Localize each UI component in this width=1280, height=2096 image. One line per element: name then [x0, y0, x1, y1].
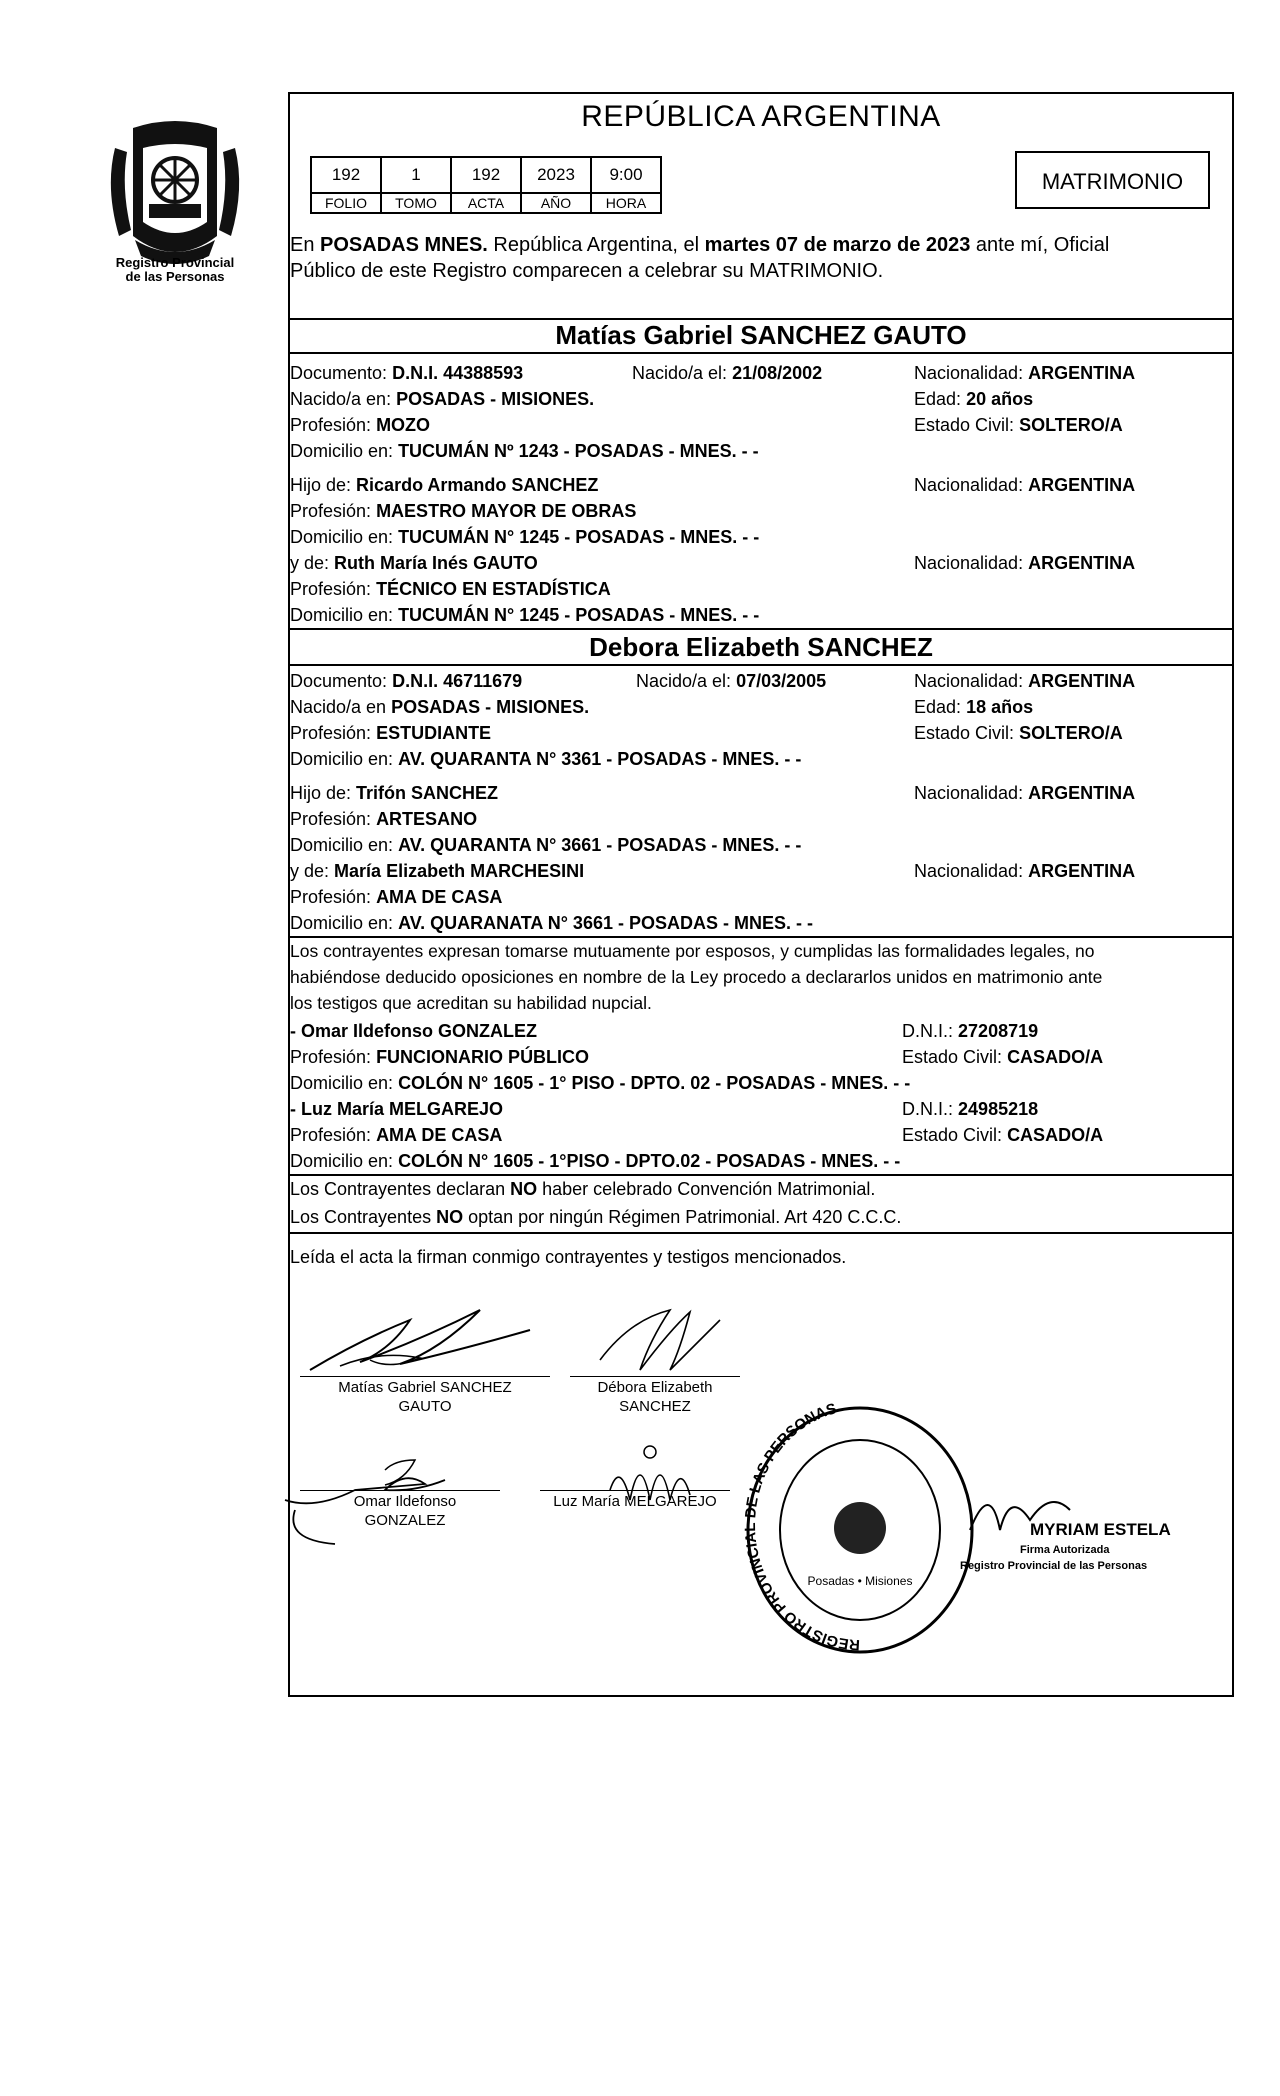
spouse2-signature	[580, 1300, 760, 1380]
stamp-ring-text: REGISTRO PROVINCIAL DE LAS PERSONAS	[741, 1400, 861, 1654]
declaration-line2: habiéndose deducido oposiciones en nombre de la Ley procedo a declararlos unidos en matrimonio ante	[290, 967, 1103, 987]
spouse2-birthplace: Nacido/a en POSADAS - MISIONES.	[290, 697, 590, 717]
witness1-marital-status: Estado Civil: CASADO/A	[902, 1047, 1104, 1067]
spouse1-father-nationality: Nacionalidad: ARGENTINA	[914, 475, 1136, 495]
official-role: Firma Autorizada	[1020, 1544, 1110, 1556]
spouse1-age: Edad: 20 años	[914, 389, 1034, 409]
spouse1-address: Domicilio en: TUCUMÁN Nº 1243 - POSADAS - MNES. - -	[290, 441, 759, 461]
spouse1-father: Hijo de: Ricardo Armando SANCHEZ	[290, 475, 599, 495]
record-table	[310, 156, 662, 214]
witness1-dni: D.N.I.: 27208719	[902, 1021, 1039, 1041]
divider	[288, 352, 1234, 354]
registry-caption	[100, 256, 250, 284]
spouse2-name: Debora Elizabeth SANCHEZ	[589, 632, 933, 662]
act-type-box: MATRIMONIO	[1015, 151, 1210, 209]
year-label: AÑO	[521, 193, 591, 213]
witness1-profession: Profesión: FUNCIONARIO PÚBLICO	[290, 1047, 590, 1067]
witness2-marital-status: Estado Civil: CASADO/A	[902, 1125, 1104, 1145]
divider	[288, 1174, 1234, 1176]
spouse1-mother-profession: Profesión: TÉCNICO EN ESTADÍSTICA	[290, 579, 611, 599]
divider	[288, 1232, 1234, 1234]
spouse2-father-profession: Profesión: ARTESANO	[290, 809, 478, 829]
intro-text-2: República Argentina, el	[487, 234, 705, 256]
spouse1-father-profession: Profesión: MAESTRO MAYOR DE OBRAS	[290, 501, 637, 521]
intro-text-1: En	[290, 234, 321, 256]
intro-paragraph	[290, 232, 1225, 284]
official-office: Registro Provincial de las Personas	[960, 1560, 1148, 1572]
regime-line2: Los Contrayentes NO optan por ningún Régimen Patrimonial. Art 420 C.C.C.	[290, 1207, 902, 1227]
stamp-city: Posadas • Misiones	[807, 1574, 913, 1588]
registry-caption-line2: de las Personas	[125, 269, 225, 284]
witness2-address: Domicilio en: COLÓN N° 1605 - 1°PISO - DPTO.02 - POSADAS - MNES. - -	[290, 1151, 901, 1171]
spouse2-mother: y de: María Elizabeth MARCHESINI	[290, 861, 585, 881]
spouse2-signature-label: Débora Elizabeth SANCHEZ	[597, 1379, 713, 1415]
acta-label: ACTA	[451, 193, 521, 213]
spouse1-mother: y de: Ruth María Inés GAUTO	[290, 553, 538, 573]
spouse2-nationality: Nacionalidad: ARGENTINA	[914, 671, 1136, 691]
intro-city: POSADAS MNES.	[320, 234, 488, 256]
spouse2-document: Documento: D.N.I. 46711679	[290, 671, 523, 691]
declaration-line1: Los contrayentes expresan tomarse mutuamente por esposos, y cumplidas las formalidades legales, no	[290, 941, 1095, 961]
spouse1-nationality: Nacionalidad: ARGENTINA	[914, 363, 1136, 383]
tomo-label: TOMO	[381, 193, 451, 213]
spouse2-marital-status: Estado Civil: SOLTERO/A	[914, 723, 1123, 743]
spouse1-mother-address: Domicilio en: TUCUMÁN N° 1245 - POSADAS - MNES. - -	[290, 605, 760, 625]
witness1-name: - Omar Ildefonso GONZALEZ	[290, 1021, 538, 1041]
spouse2-father: Hijo de: Trifón SANCHEZ	[290, 783, 499, 803]
folio-label: FOLIO	[311, 193, 381, 213]
official-stamp	[740, 1400, 980, 1670]
spouse1-birthplace: Nacido/a en: POSADAS - MISIONES.	[290, 389, 595, 409]
spouse1-profession: Profesión: MOZO	[290, 415, 431, 435]
intro-line2: Público de este Registro comparecen a celebrar su MATRIMONIO.	[290, 260, 884, 282]
signature-line	[300, 1376, 550, 1377]
spouse1-father-address: Domicilio en: TUCUMÁN N° 1245 - POSADAS - MNES. - -	[290, 527, 760, 547]
spouse2-age: Edad: 18 años	[914, 697, 1034, 717]
folio-value: 192	[311, 157, 381, 193]
spouse2-birthdate: Nacido/a el: 07/03/2005	[636, 671, 827, 691]
declaration-line3: los testigos que acreditan su habilidad nupcial.	[290, 993, 652, 1013]
spouse2-mother-address: Domicilio en: AV. QUARANATA N° 3661 - POSADAS - MNES. - -	[290, 913, 813, 933]
witness2-signature-label: Luz María MELGAREJO	[553, 1493, 717, 1510]
spouse2-address: Domicilio en: AV. QUARANTA N° 3361 - POSADAS - MNES. - -	[290, 749, 802, 769]
witness2-dni: D.N.I.: 24985218	[902, 1099, 1039, 1119]
spouse2-father-nationality: Nacionalidad: ARGENTINA	[914, 783, 1136, 803]
year-value: 2023	[521, 157, 591, 193]
signature-line	[570, 1376, 740, 1377]
spouse2-mother-profession: Profesión: AMA DE CASA	[290, 887, 503, 907]
witness2-name: - Luz María MELGAREJO	[290, 1099, 504, 1119]
divider	[288, 936, 1234, 938]
divider	[288, 664, 1234, 666]
page-title: REPÚBLICA ARGENTINA	[581, 100, 941, 133]
spouse2-mother-nationality: Nacionalidad: ARGENTINA	[914, 861, 1136, 881]
regime-line1: Los Contrayentes declaran NO haber celebrado Convención Matrimonial.	[290, 1179, 876, 1199]
spouse2-profession: Profesión: ESTUDIANTE	[290, 723, 492, 743]
spouse1-birthdate: Nacido/a el: 21/08/2002	[632, 363, 823, 383]
spouse1-marital-status: Estado Civil: SOLTERO/A	[914, 415, 1123, 435]
spouse1-mother-nationality: Nacionalidad: ARGENTINA	[914, 553, 1136, 573]
intro-date: martes 07 de marzo de 2023	[704, 234, 971, 256]
registry-caption-line1: Registro Provincial	[115, 255, 235, 270]
witness1-address: Domicilio en: COLÓN N° 1605 - 1° PISO - DPTO. 02 - POSADAS - MNES. - -	[290, 1073, 911, 1093]
tomo-value: 1	[381, 157, 451, 193]
spouse1-signature	[300, 1300, 560, 1380]
spouse2-father-address: Domicilio en: AV. QUARANTA N° 3661 - POSADAS - MNES. - -	[290, 835, 802, 855]
spouse1-name: Matías Gabriel SANCHEZ GAUTO	[555, 320, 967, 350]
hour-label: HORA	[591, 193, 661, 213]
intro-text-3: ante mí, Oficial	[970, 234, 1110, 256]
province-coat-of-arms-logo	[105, 118, 245, 268]
closing-text: Leída el acta la firman conmigo contrayentes y testigos mencionados.	[290, 1247, 847, 1267]
witness2-profession: Profesión: AMA DE CASA	[290, 1125, 503, 1145]
acta-value: 192	[451, 157, 521, 193]
spouse1-signature-label: Matías Gabriel SANCHEZ GAUTO	[338, 1379, 512, 1415]
divider	[288, 628, 1234, 630]
hour-value: 9:00	[591, 157, 661, 193]
official-name: MYRIAM ESTELA	[1030, 1520, 1171, 1539]
spouse1-document: Documento: D.N.I. 44388593	[290, 363, 524, 383]
witness1-signature-label: Omar Ildefonso GONZALEZ	[353, 1493, 457, 1529]
signature-line	[300, 1490, 500, 1491]
signature-line	[540, 1490, 730, 1491]
